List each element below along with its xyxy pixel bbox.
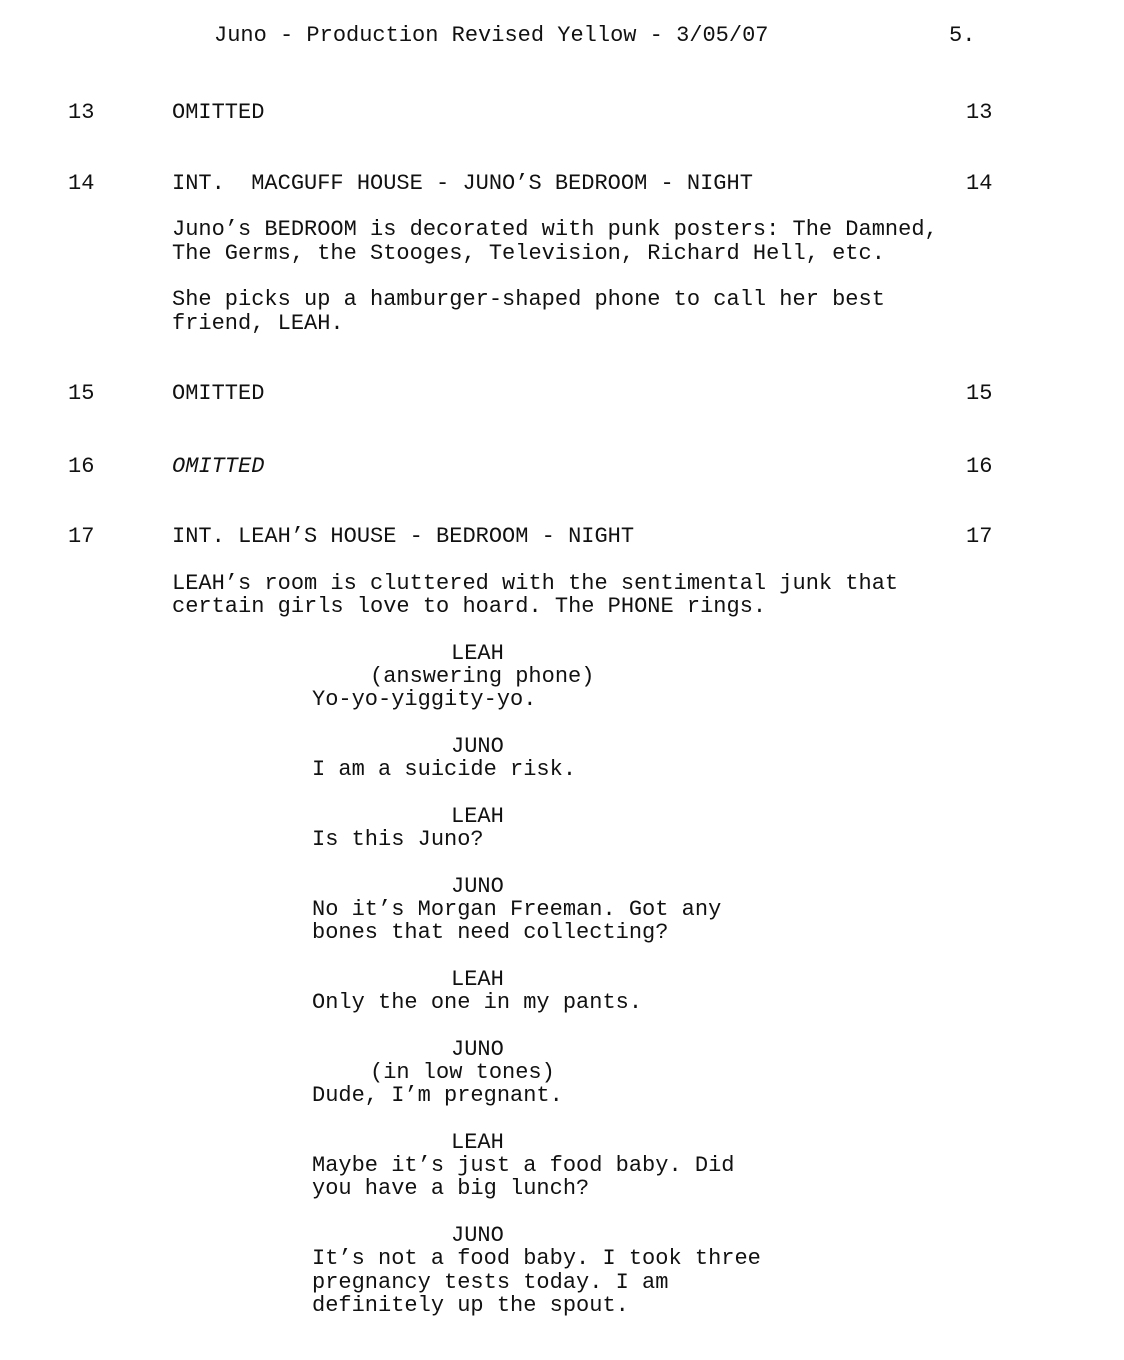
page-number: 5.: [949, 23, 976, 48]
dialogue-line: Yo-yo-yiggity-yo.: [312, 687, 537, 712]
scene-number-left: 15: [68, 381, 95, 406]
character-name: LEAH: [451, 804, 504, 829]
character-name: JUNO: [451, 1223, 504, 1248]
scene-number-right: 15: [966, 381, 993, 406]
scene-number-left: 14: [68, 171, 95, 196]
action-line: certain girls love to hoard. The PHONE rings.: [172, 594, 767, 619]
action-line: The Germs, the Stooges, Television, Richard Hell, etc.: [172, 241, 885, 266]
action-line: friend, LEAH.: [172, 311, 344, 336]
character-name: JUNO: [451, 734, 504, 759]
character-name: LEAH: [451, 1130, 504, 1155]
character-name: LEAH: [451, 967, 504, 992]
scene-number-left: 13: [68, 100, 95, 125]
dialogue-line: Maybe it’s just a food baby. Did: [312, 1153, 735, 1178]
scene-heading: OMITTED: [172, 454, 265, 479]
scene-number-left: 17: [68, 524, 95, 549]
page-header-title: Juno - Production Revised Yellow - 3/05/07: [214, 23, 769, 48]
character-name: LEAH: [451, 641, 504, 666]
character-name: JUNO: [451, 1037, 504, 1062]
action-line: She picks up a hamburger-shaped phone to call her best: [172, 287, 885, 312]
parenthetical: (answering phone): [370, 664, 595, 689]
scene-number-left: 16: [68, 454, 95, 479]
parenthetical: (in low tones): [370, 1060, 555, 1085]
dialogue-line: you have a big lunch?: [312, 1176, 590, 1201]
dialogue-line: I am a suicide risk.: [312, 757, 577, 782]
action-line: LEAH’s room is cluttered with the sentimental junk that: [172, 571, 899, 596]
dialogue-line: pregnancy tests today. I am: [312, 1270, 669, 1295]
scene-heading: OMITTED: [172, 100, 265, 125]
dialogue-line: Is this Juno?: [312, 827, 484, 852]
dialogue-line: Only the one in my pants.: [312, 990, 643, 1015]
scene-number-right: 17: [966, 524, 993, 549]
dialogue-line: It’s not a food baby. I took three: [312, 1246, 761, 1271]
scene-heading: INT. LEAH’S HOUSE - BEDROOM - NIGHT: [172, 524, 635, 549]
character-name: JUNO: [451, 874, 504, 899]
action-line: Juno’s BEDROOM is decorated with punk posters: The Damned,: [172, 217, 938, 242]
dialogue-line: bones that need collecting?: [312, 920, 669, 945]
dialogue-line: No it’s Morgan Freeman. Got any: [312, 897, 722, 922]
scene-heading: OMITTED: [172, 381, 265, 406]
dialogue-line: Dude, I’m pregnant.: [312, 1083, 563, 1108]
scene-number-right: 16: [966, 454, 993, 479]
scene-number-right: 13: [966, 100, 993, 125]
scene-heading: INT. MACGUFF HOUSE - JUNO’S BEDROOM - NIGHT: [172, 171, 753, 196]
dialogue-line: definitely up the spout.: [312, 1293, 629, 1318]
scene-number-right: 14: [966, 171, 993, 196]
